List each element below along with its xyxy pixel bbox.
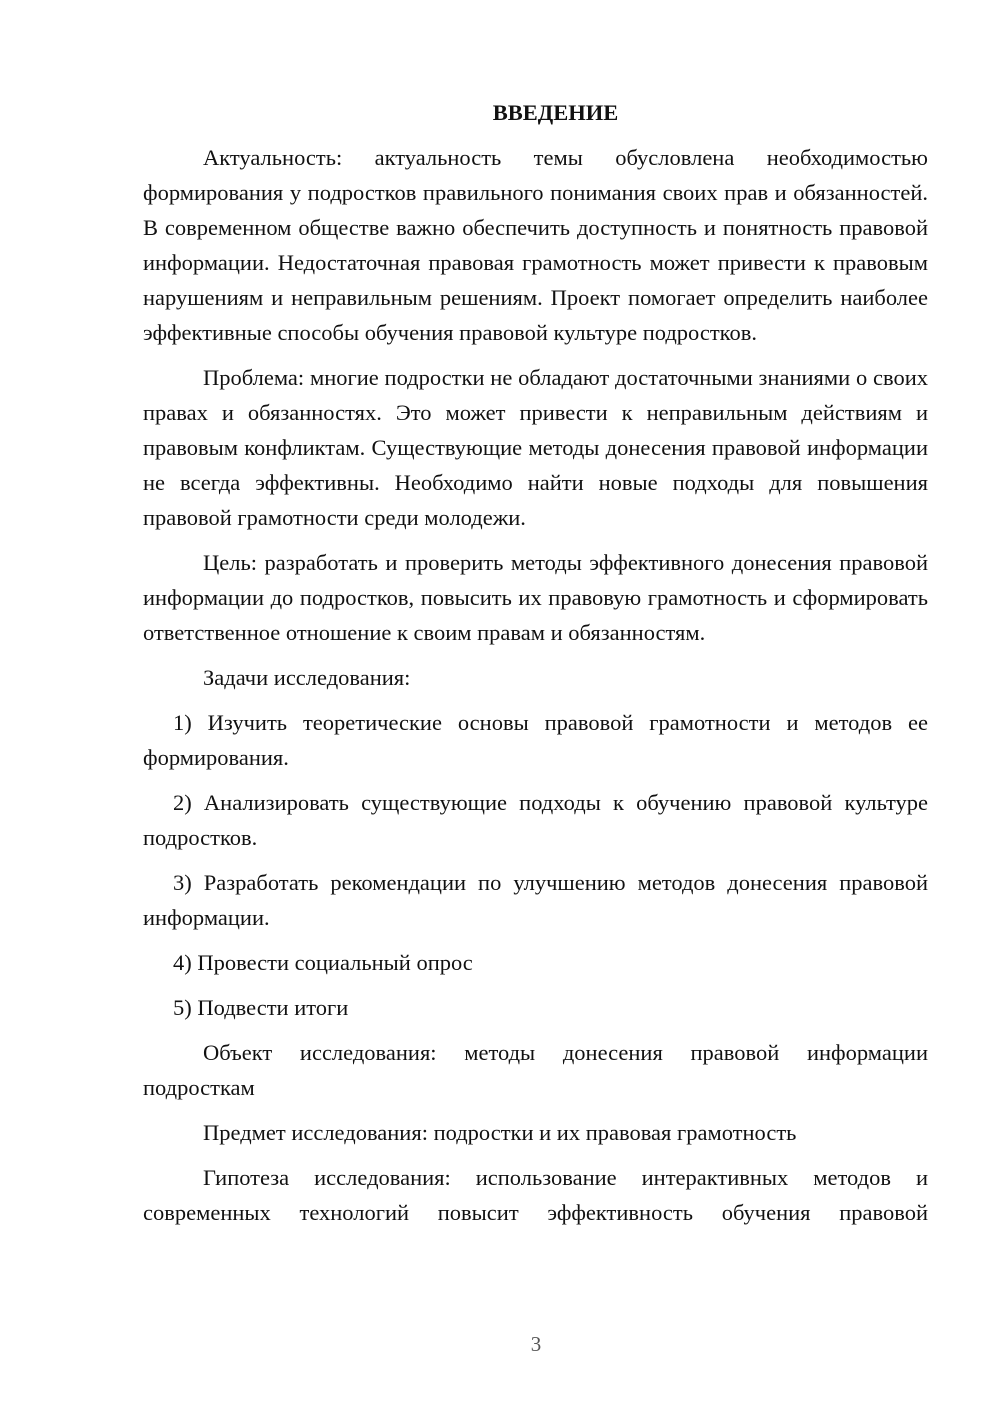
- task-item-5: 5) Подвести итоги: [173, 995, 349, 1020]
- goal-paragraph: Цель: разработать и проверить методы эффективного донесения правовой информации до подростков, повысить их правовую грамотность и сформировать ответственное отношение к своим правам и обязанностям.: [143, 550, 928, 645]
- task-item-2: 2) Анализировать существующие подходы к обучению правовой культуре подростков.: [143, 790, 928, 850]
- task-item-3: 3) Разработать рекомендации по улучшению методов донесения правовой информации.: [143, 870, 928, 930]
- section-heading: ВВЕДЕНИЕ: [492, 100, 619, 125]
- task-item-1: 1) Изучить теоретические основы правовой грамотности и методов ее формирования.: [143, 710, 928, 770]
- problem-paragraph: Проблема: многие подростки не обладают достаточными знаниями о своих правах и обязанностях. Это может привести к неправильным действиям и правовым конфликтам. Существующие методы донесения правовой информации не всегда эффективны. Необходимо найти новые подходы для повышения правовой грамотности среди молодежи.: [143, 365, 928, 530]
- tasks-heading: Задачи исследования:: [203, 665, 411, 690]
- hypothesis-paragraph: Гипотеза исследования: использование интерактивных методов и современных технологий повысит эффективность обучения правовой: [143, 1165, 928, 1225]
- object-paragraph: Объект исследования: методы донесения правовой информации подросткам: [143, 1040, 928, 1100]
- page-number: 3: [530, 1332, 542, 1356]
- subject-paragraph: Предмет исследования: подростки и их правовая грамотность: [203, 1120, 797, 1145]
- relevance-paragraph: Актуальность: актуальность темы обусловлена необходимостью формирования у подростков правильного понимания своих прав и обязанностей. В современном обществе важно обеспечить доступность и понятность правовой информации. Недостаточная правовая грамотность может привести к правовым нарушениям и неправильным решениям. Проект помогает определить наиболее эффективные способы обучения правовой культуре подростков.: [143, 145, 928, 345]
- task-item-4: 4) Провести социальный опрос: [173, 950, 473, 975]
- page-content: [143, 95, 928, 1240]
